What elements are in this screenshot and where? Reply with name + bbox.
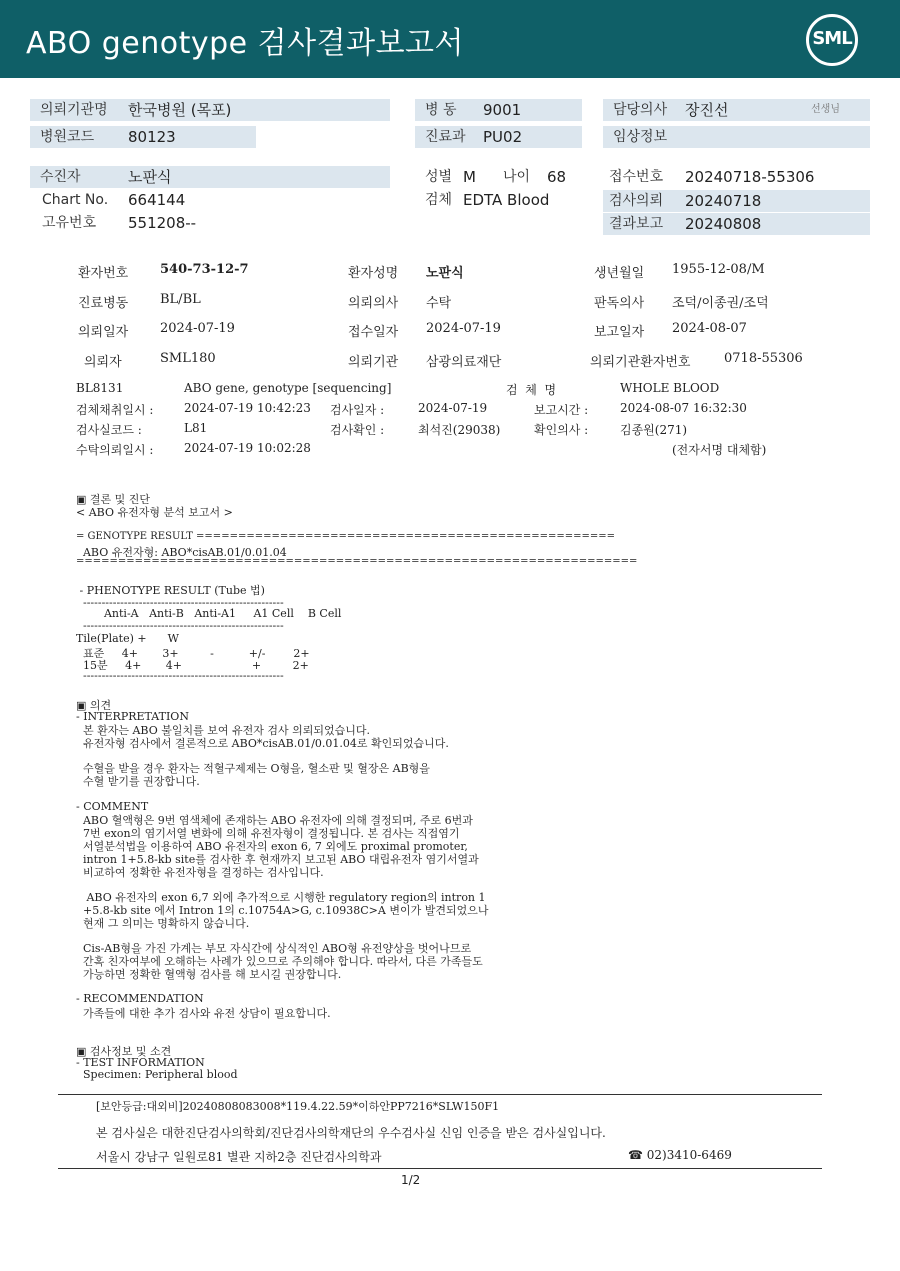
lab-code-label: 검사실코드 :	[76, 423, 142, 437]
phenotype-head: - PHENOTYPE RESULT (Tube 법)	[76, 584, 265, 597]
hospital-code-label: 병원코드	[40, 129, 95, 145]
uid-row	[30, 212, 390, 234]
receipt-row	[603, 166, 870, 188]
request-row	[603, 190, 870, 212]
genotype-line: ABO 유전자형: ABO*cisAB.01/0.01.04	[76, 546, 287, 559]
dept-value: PU02	[483, 128, 523, 146]
birth-value: 1955-12-08/M	[672, 262, 765, 277]
pname-label: 환자성명	[348, 266, 399, 281]
pheno-dash-1: ------------------------------------------------------	[76, 596, 284, 609]
req-inst-value: 삼광의료재단	[426, 355, 502, 370]
report-header	[0, 0, 900, 78]
dept-row	[415, 126, 582, 148]
clinical-row	[603, 126, 870, 148]
security-line: [보안등급:대외비]20240808083008*119.4.22.59*이하안PP7216*SLW150F1	[96, 1100, 500, 1113]
req-date-label: 의뢰일자	[78, 325, 129, 340]
receipt-label: 접수번호	[609, 169, 664, 185]
pname-value: 노판식	[426, 266, 464, 281]
interp-line-2: 유전자형 검사에서 결론적으로 ABO*cisAB.01/0.01.04로 확인되었습니다.	[76, 737, 449, 750]
comment-line-9: Cis-AB형을 가진 가계는 부모 자식간에 상식적인 ABO형 유전양상을 벗어나므로	[76, 942, 472, 955]
uid-value: 551208--	[128, 214, 197, 232]
interp-line-1: 본 환자는 ABO 불일치를 보여 유전자 검사 의뢰되었습니다.	[76, 724, 370, 737]
patient-row	[30, 166, 390, 188]
confirm-value: 최석진(29038)	[418, 423, 501, 437]
comment-line-8: 현재 그 의미는 명확하지 않습니다.	[76, 917, 250, 930]
comment-line-10: 간혹 친자여부에 오해하는 사례가 있으므로 주의해야 합니다. 따라서, 다른 가족들도	[76, 955, 483, 968]
genotype-end: ===================================================================	[76, 556, 638, 567]
ward-row	[415, 99, 582, 121]
sex-age-row	[415, 166, 595, 188]
pid-label: 환자번호	[78, 266, 129, 281]
pheno-columns: Anti-A Anti-B Anti-A1 A1 Cell B Cell	[76, 607, 342, 620]
specimen-label: 검체	[425, 192, 453, 208]
test-name: ABO gene, genotype [sequencing]	[184, 381, 392, 395]
inst-pid-label: 의뢰기관환자번호	[590, 355, 691, 370]
rec-date-label: 접수일자	[348, 325, 399, 340]
read-doc-label: 판독의사	[594, 296, 645, 311]
consign-label: 수탁의뢰일시 :	[76, 443, 154, 457]
page-number: 1/2	[401, 1173, 421, 1187]
test-info-head: - TEST INFORMATION	[76, 1056, 205, 1069]
recommendation-line: 가족들에 대한 추가 검사와 유전 상담이 필요합니다.	[76, 1007, 331, 1020]
section-opinion: ▣ 의견	[76, 699, 112, 712]
pheno-dash-2: ------------------------------------------------------	[76, 619, 284, 632]
pheno-tile-row: Tile(Plate) + W	[76, 632, 179, 645]
age-label: 나이	[503, 169, 531, 185]
pheno-std-row: 표준 4+ 3+ - +/- 2+	[76, 647, 310, 660]
specimen-name-value: WHOLE BLOOD	[620, 381, 720, 395]
clinical-label: 임상정보	[613, 129, 668, 145]
hospital-code-value: 80123	[128, 128, 176, 146]
comment-line-5: 비교하여 정확한 유전자형을 결정하는 검사입니다.	[76, 866, 324, 879]
specimen-row	[415, 189, 595, 211]
interp-head: - INTERPRETATION	[76, 710, 189, 723]
ward-detail-label: 진료병동	[78, 296, 129, 311]
comment-line-4: intron 1+5.8-kb site를 검사한 후 현재까지 보고된 ABO 대립유전자 염기서열과	[76, 853, 479, 866]
report-time-value: 2024-08-07 16:32:30	[620, 401, 747, 415]
req-date-value: 2024-07-19	[160, 321, 235, 336]
report-time-label: 보고시간 :	[534, 403, 589, 417]
phone-line: ☎ 02)3410-6469	[628, 1148, 732, 1162]
report-value: 20240808	[685, 215, 762, 233]
address-line: 서울시 강남구 일원로81 별관 지하2층 진단검사의학과	[96, 1150, 382, 1164]
age-value: 68	[547, 168, 567, 186]
sex-label: 성별	[425, 169, 453, 185]
conf-doc-label: 확인의사 :	[534, 423, 589, 437]
comment-line-3: 서열분석법을 이용하여 ABO 유전자의 exon 6, 7 외에도 proximal promoter,	[76, 840, 468, 853]
doctor-row	[603, 99, 870, 121]
institution-value: 한국병원 (목포)	[128, 101, 232, 119]
test-code: BL8131	[76, 381, 124, 395]
conf-doc-value: 김종원(271)	[620, 423, 688, 437]
sml-logo-icon	[806, 14, 858, 66]
chart-row	[30, 189, 390, 211]
comment-line-11: 가능하면 정확한 혈액형 검사를 해 보시길 권장합니다.	[76, 968, 342, 981]
pheno-dash-3: ------------------------------------------------------	[76, 669, 284, 682]
ward-detail-value: BL/BL	[160, 292, 201, 307]
doctor-value: 장진선	[685, 101, 729, 119]
collect-value: 2024-07-19 10:42:23	[184, 401, 311, 415]
requester-label: 의뢰자	[84, 355, 122, 370]
confirm-label: 검사확인 :	[330, 423, 385, 437]
lab-code-value: L81	[184, 421, 208, 435]
comment-line-6: ABO 유전자의 exon 6,7 외에 추가적으로 시행한 regulatory region의 intron 1	[76, 891, 486, 904]
req-inst-label: 의뢰기관	[348, 355, 399, 370]
report-date-row	[603, 213, 870, 235]
request-label: 검사의뢰	[609, 193, 664, 209]
rec-date-value: 2024-07-19	[426, 321, 501, 336]
exam-date-label: 검사일자 :	[330, 403, 385, 417]
specimen-value: EDTA Blood	[463, 191, 550, 209]
report-title: ABO genotype 검사결과보고서	[26, 26, 465, 61]
rep-date-value: 2024-08-07	[672, 321, 747, 336]
dept-label: 진료과	[425, 129, 466, 145]
read-doc-value: 조덕/이종권/조덕	[672, 296, 769, 311]
interp-line-3: 수혈을 받을 경우 환자는 적혈구제제는 O형을, 혈소판 및 혈장은 AB형을	[76, 762, 430, 775]
test-info-specimen: Specimen: Peripheral blood	[76, 1068, 238, 1081]
cert-line: 본 검사실은 대한진단검사의학회/진단검사의학재단의 우수검사실 신임 인증을 받은 검사실입니다.	[96, 1126, 606, 1140]
section-conclusion: ▣ 결론 및 진단	[76, 493, 151, 506]
inst-pid-value: 0718-55306	[724, 351, 803, 366]
report-label: 결과보고	[609, 216, 664, 232]
exam-date-value: 2024-07-19	[418, 401, 488, 415]
doctor-label: 담당의사	[613, 102, 668, 118]
req-doc-label: 의뢰의사	[348, 296, 399, 311]
institution-label: 의뢰기관명	[40, 102, 108, 118]
pid-value: 540-73-12-7	[160, 262, 249, 277]
uid-label: 고유번호	[42, 215, 97, 231]
specimen-name-label: 검 체 명	[506, 383, 557, 397]
genotype-head: = GENOTYPE RESULT ==================================================	[76, 531, 615, 542]
comment-head: - COMMENT	[76, 800, 149, 813]
rep-date-label: 보고일자	[594, 325, 645, 340]
request-value: 20240718	[685, 192, 762, 210]
footer-divider-bottom	[58, 1168, 822, 1169]
esign-note: (전자서명 대체함)	[672, 443, 767, 457]
institution-row	[30, 99, 390, 121]
ward-value: 9001	[483, 101, 522, 119]
logo-text: SML	[812, 28, 852, 49]
section-test-info: ▣ 검사정보 및 소견	[76, 1045, 172, 1058]
interp-line-4: 수혈 받기를 권장합니다.	[76, 775, 200, 788]
collect-label: 검체채취일시 :	[76, 403, 154, 417]
patient-label: 수진자	[40, 169, 81, 185]
chart-label: Chart No.	[42, 192, 109, 208]
sex-value: M	[463, 168, 476, 186]
receipt-value: 20240718-55306	[685, 168, 815, 186]
patient-value: 노판식	[128, 168, 172, 186]
consign-value: 2024-07-19 10:02:28	[184, 441, 311, 455]
comment-line-7: +5.8-kb site 에서 Intron 1의 c.10754A>G, c.10938C>A 변이가 발견되었으나	[76, 904, 489, 917]
pheno-15min-row: 15분 4+ 4+ + 2+	[76, 659, 309, 672]
hospital-code-row	[30, 126, 256, 148]
ward-label: 병 동	[425, 102, 457, 118]
section-conclusion-sub: < ABO 유전자형 분석 보고서 >	[76, 506, 233, 519]
recommendation-head: - RECOMMENDATION	[76, 992, 204, 1005]
comment-line-2: 7번 exon의 염기서열 변화에 의해 유전자형이 결정됩니다. 본 검사는 직접염기	[76, 827, 460, 840]
comment-line-1: ABO 혈액형은 9번 염색체에 존재하는 ABO 유전자에 의해 결정되며, 주로 6번과	[76, 814, 473, 827]
chart-value: 664144	[128, 191, 186, 209]
birth-label: 생년월일	[594, 266, 645, 281]
doctor-suffix: 선생님	[811, 104, 840, 115]
footer-divider-top	[58, 1094, 822, 1095]
req-doc-value: 수탁	[426, 296, 452, 311]
requester-value: SML180	[160, 351, 216, 366]
